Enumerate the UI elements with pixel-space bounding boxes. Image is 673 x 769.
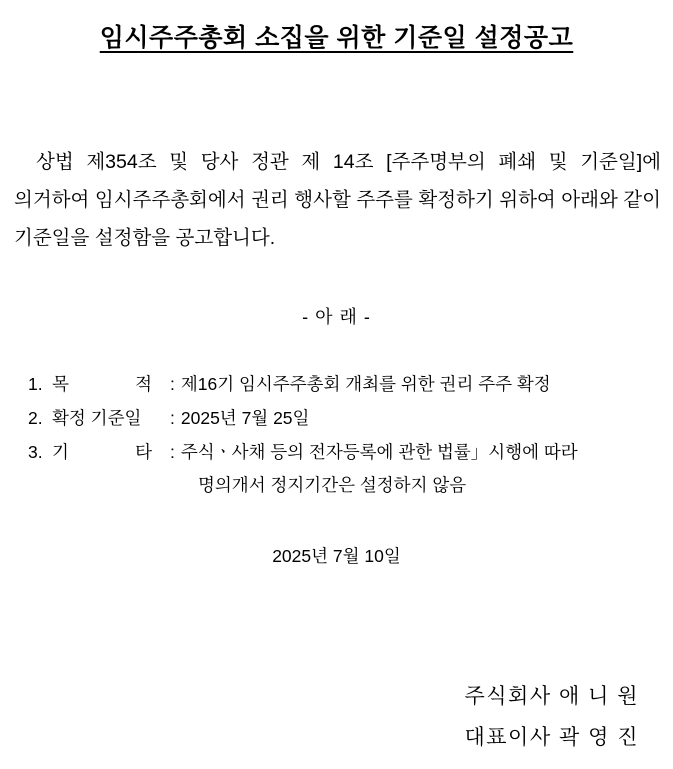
item-list — [28, 367, 673, 502]
document-page — [0, 22, 673, 769]
item-separator: : — [170, 441, 175, 462]
list-item — [28, 367, 673, 401]
item-value: 제16기 임시주주총회 개최를 위한 권리 주주 확정 — [180, 373, 551, 394]
list-item — [28, 435, 673, 469]
page-title: 임시주주총회 소집을 위한 기준일 설정공고 — [99, 24, 574, 52]
company-name: 주식회사 애 니 원 — [464, 685, 639, 709]
item-separator: : — [170, 407, 175, 428]
below-marker: - 아 래 - — [302, 306, 371, 327]
list-item — [28, 401, 673, 435]
item-number: 2. — [28, 407, 43, 428]
item-number: 3. — [28, 441, 43, 462]
item-label: 확정 기준일 — [52, 407, 142, 428]
item-label-left: 기 — [52, 441, 69, 462]
intro-paragraph: 상법 제354조 및 당사 정관 제 14조 [주주명부의 폐쇄 및 기준일]에 의거하여 임시주주총회에서 권리 행사할 주주를 확정하기 위하여 아래와 같이 기준일을 설정함을 공고합니다. — [14, 150, 661, 249]
item-label-right: 적 — [135, 373, 152, 394]
item-number: 1. — [28, 373, 43, 394]
item-value: 주식ㆍ사채 등의 전자등록에 관한 법률」시행에 따라 — [180, 441, 578, 462]
item-subline: 명의개서 정지기간은 설정하지 않음 — [198, 474, 467, 495]
document-date: 2025년 7월 10일 — [272, 546, 401, 567]
item-value: 2025년 7월 25일 — [180, 407, 310, 428]
item-separator: : — [170, 373, 175, 394]
item-label — [52, 435, 170, 469]
representative-name: 대표이사 곽 영 진 — [464, 726, 639, 750]
item-label — [52, 367, 170, 401]
item-label-left: 목 — [52, 373, 69, 394]
item-label-right: 타 — [135, 441, 152, 462]
